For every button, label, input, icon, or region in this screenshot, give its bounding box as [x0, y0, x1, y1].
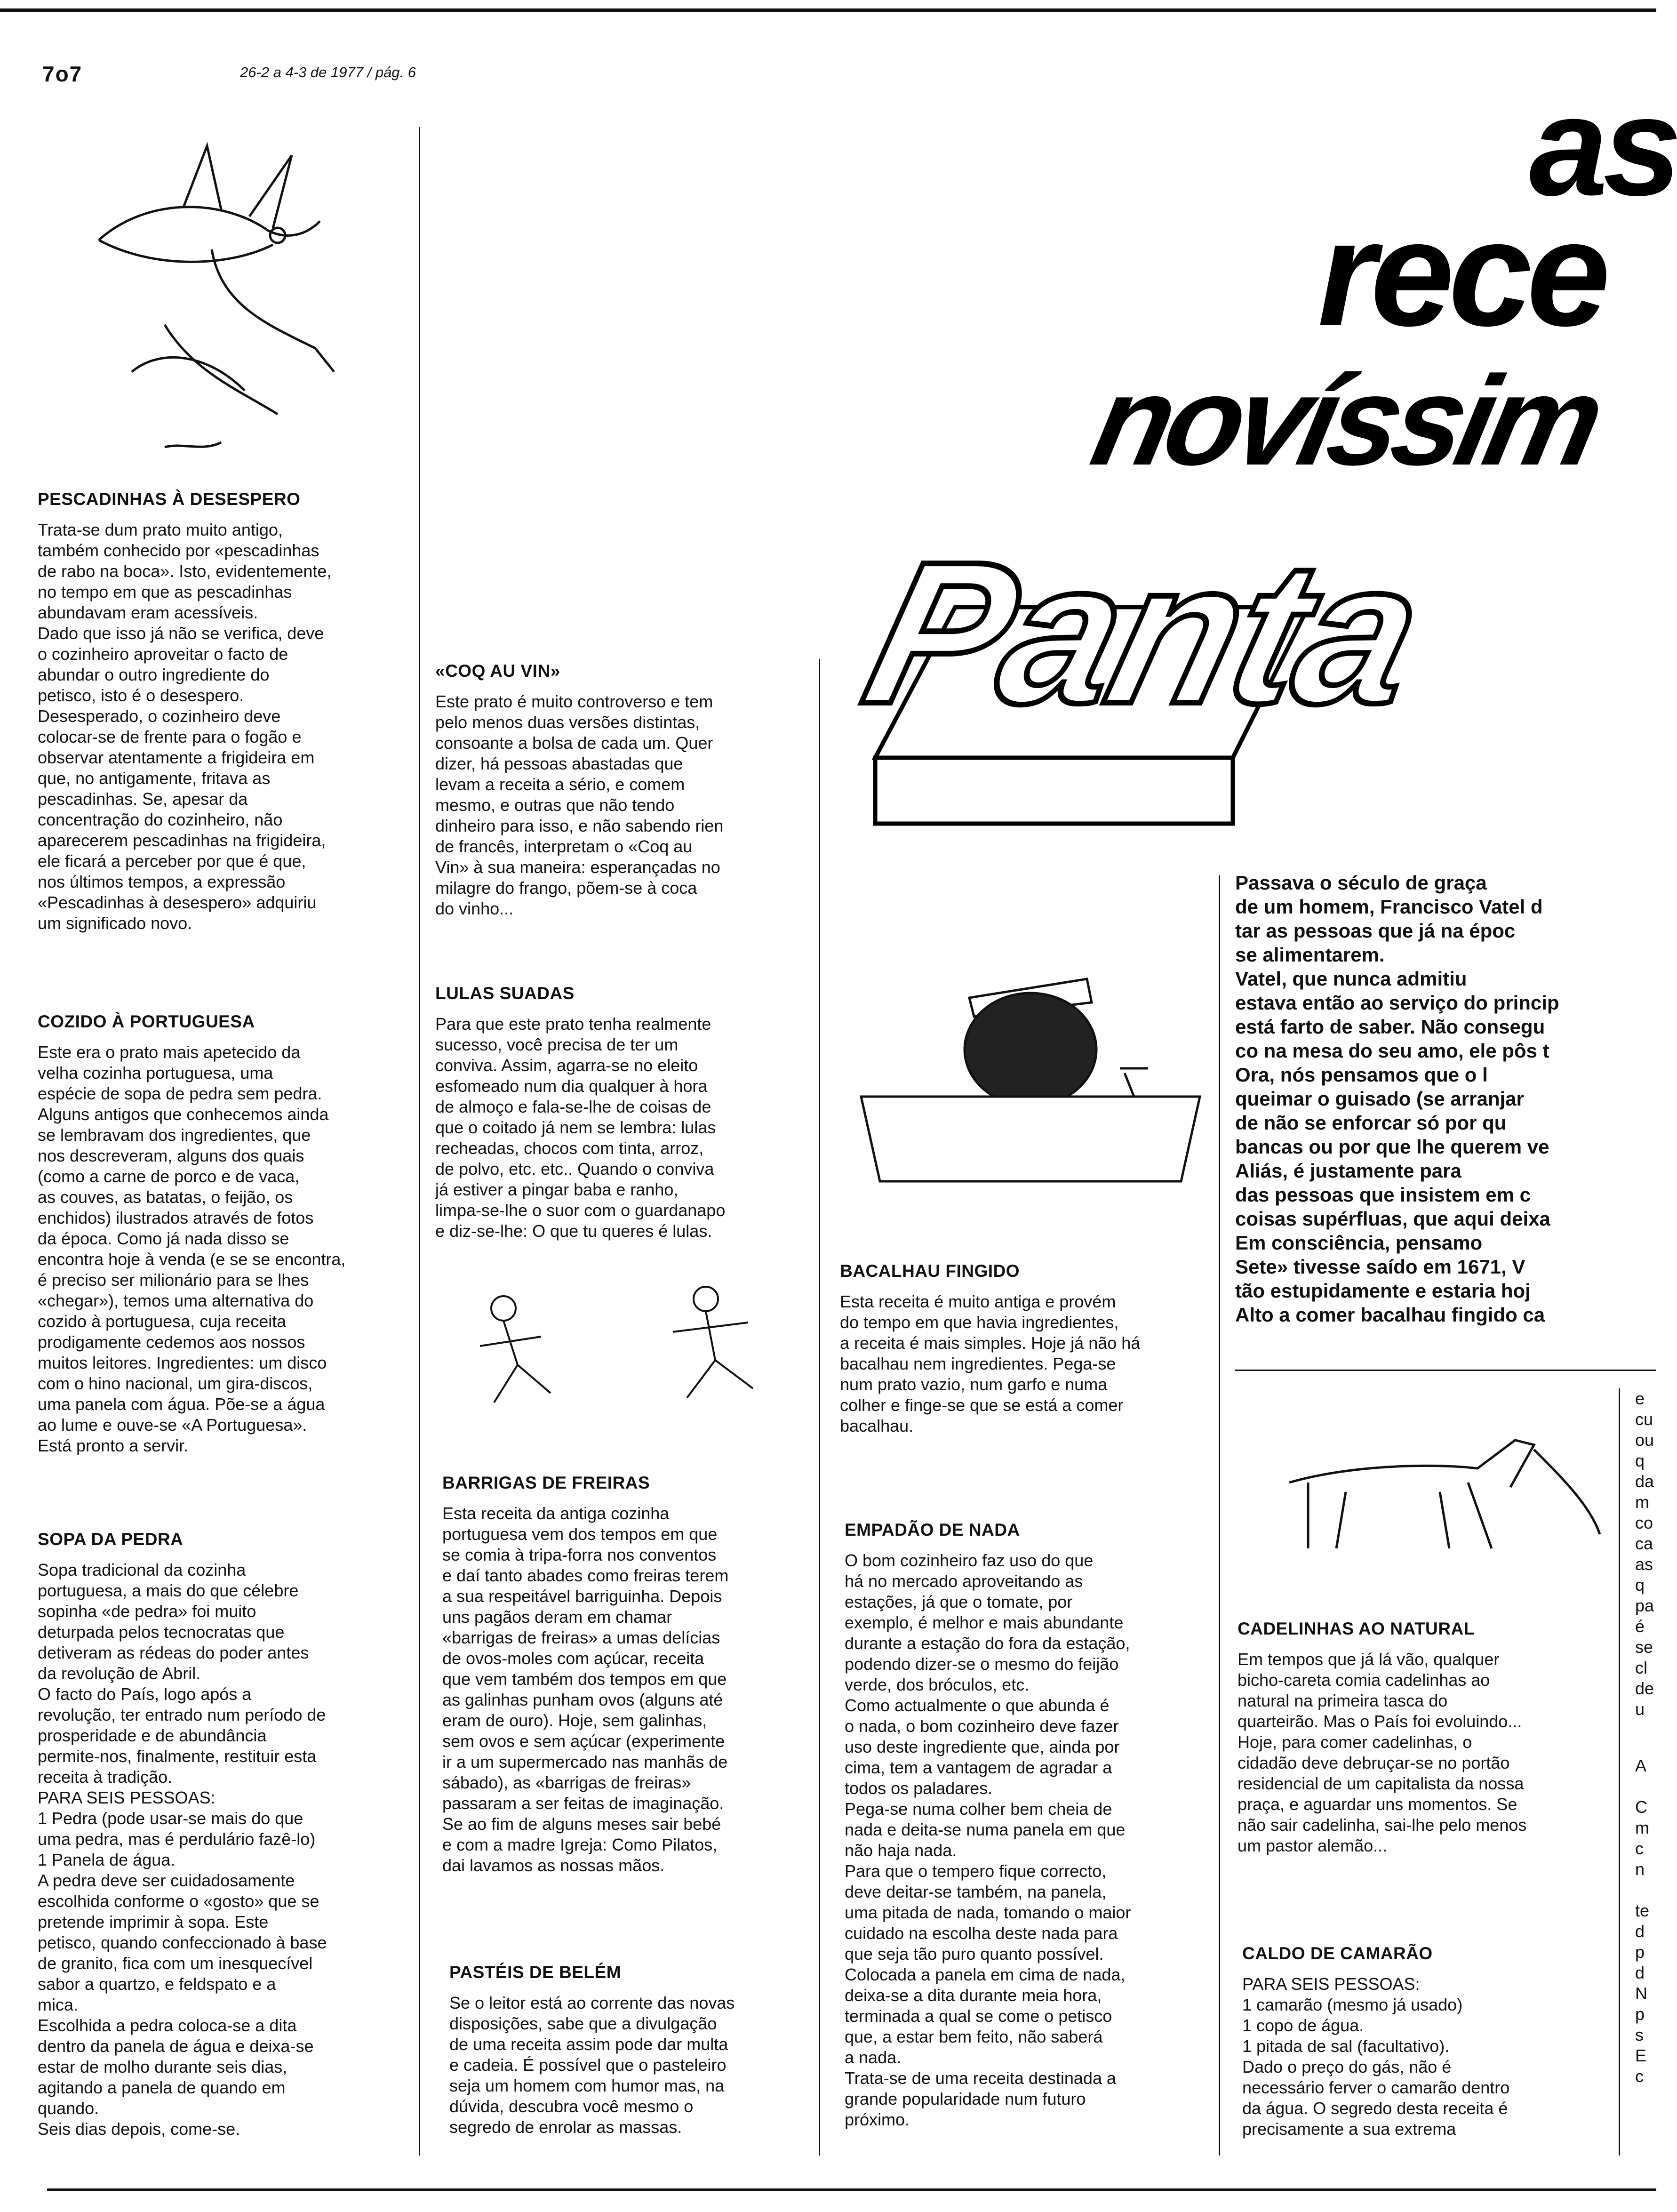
headline-line-4: Panta [847, 520, 1440, 746]
headline-line-3: novíssim [1081, 350, 1610, 492]
article-sopa [38, 1530, 414, 2140]
column-rule-3 [1219, 875, 1220, 2156]
body-empadao: O bom cozinheiro faz uso do que há no mercado aproveitando as estações, já que o tomate, por exemplo, é melhor e mais abundante durante a estação do fora da estação, podendo dizer-se o mesmo do feijão verde, dos bróculos, etc. Como actualmente o que abunda é o nada, o bom cozinheiro deve fazer uso deste ingrediente que, ainda por cima, tem a vantagem de agradar a todos os paladares. Pega-se numa colher bem cheia de nada e deita-se numa panela em que não haja nada. Para que o tempero fique correcto, deve deitar-se também, na panela, uma pitada de nada, tomando o maior cuidado na escolha deste nada para que seja tão puro quanto possível. Colocada a panela em cima de nada, deixa-se a dita durante meia hora, terminada a qual se come o petisco que, a estar bem feito, não saberá a nada. Trata-se de uma receita destinada a grande popularidade num futuro próximo. [845, 1551, 1131, 2129]
body-barrigas: Esta receita da antiga cozinha portuguesa vem dos tempos em que se comia à tripa-forra nos conventos e daí tanto abades como freiras terem a sua respeitável barriguinha. Depois uns pagãos deram em chamar «barrigas de freiras» a umas delícias de ovos-moles com açúcar, receita que vem também dos tempos em que as galinhas punham ovos (alguns até eram de ouro). Hoje, sem galinhas, sem ovos e sem açúcar (experimente ir a um supermercado nas manhãs de sábado), as «barrigas de freiras» passaram a ser feitas de imaginação. Se ao fim de alguns meses sair bebé e com a madre Igreja: Como Pilatos, dai lavamos as nossas mãos. [442, 1504, 729, 1875]
article-barrigas [442, 1473, 814, 1876]
heading-barrigas: BARRIGAS DE FREIRAS [442, 1473, 650, 1492]
dog-illustration [1270, 1412, 1628, 1567]
body-cadelinhas: Em tempos que já lá vão, qualquer bicho-careta comia cadelinhas ao natural na primeira tasca do quarteirão. Mas o País foi evoluindo... Hoje, para comer cadelinhas, o cidadão deve debruçar-se no portão residencial de um capitalista da nossa praça, e aguardar uns momentos. Se não sair cadelinha, sai-lhe pelo menos um pastor alemão... [1238, 1650, 1527, 1855]
article-pescadinhas [38, 489, 414, 934]
heading-pescadinhas: PESCADINHAS À DESESPERO [38, 489, 301, 509]
heading-lulas: LULAS SUADAS [435, 984, 575, 1003]
heading-empadao: EMPADÃO DE NADA [845, 1520, 1020, 1539]
column-rule-1 [419, 127, 420, 2156]
top-border [0, 8, 1656, 12]
article-lulas [435, 984, 812, 1242]
body-lulas: Para que este prato tenha realmente sucesso, você precisa de ter um conviva. Assim, agarra-se no eleito esfomeado num dia qualquer à hora de almoço e fala-se-lhe de coisas de que o coitado já nem se lembra: lulas recheadas, chocos com tinta, arroz, de polvo, etc. etc.. Quando o conviva já estiver a pingar baba e ranho, limpa-se-lhe o suor com o guardanapo e diz-se-lhe: O que tu queres é lulas. [435, 1014, 726, 1241]
article-cozido [38, 1012, 414, 1456]
fish-illustration [71, 127, 372, 457]
heading-cadelinhas: CADELINHAS AO NATURAL [1238, 1619, 1475, 1638]
intro-paragraph: Passava o século de graça de um homem, Francisco Vatel d tar as pessoas que já na époc se alimentarem. Vatel, que nunca admitiu estava então ao serviço do princip está farto de saber. Não consegu co na mesa do seu amo, ele pôs t Ora, nós pensamos que o l queimar o guisado (se arranjar de não se enforcar só por qu bancas ou por que lhe querem ve Aliás, é justamente para das pessoas que insistem em c coisas supérfluas, que aqui deixa Em consciência, pensamo Sete» tivesse saído em 1671, V tão estupidamente e estaria hoj Alto a comer bacalhau fingido ca [1235, 872, 1559, 1326]
body-sopa: Sopa tradicional da cozinha portuguesa, a mais do que célebre sopinha «de pedra» foi muito deturpada pelos tecnocratas que detiveram as rédeas do poder antes da revolução de Abril. O facto do País, logo após a revolução, ter entrado num período de prosperidade e de abundância permite-nos, finalmente, restituir esta receita à tradição. PARA SEIS PESSOAS: 1 Pedra (pode usar-se mais do que uma pedra, mas é perdulário fazê-lo) 1 Panela de água. A pedra deve ser cuidadosamente escolhida conforme o «gosto» que se pretende imprimir à sopa. Este petisco, quando confeccionado à base de granito, fica com um inesquecível sabor a quartzo, e feldspato e a mica. Escolhida a pedra coloca-se a dita dentro da panela de água e deixa-se estar de molho durante seis dias, agitando a panela de quando em quando. Seis dias depois, come-se. [38, 1560, 327, 2139]
heading-caldo: CALDO DE CAMARÃO [1242, 1944, 1433, 1963]
body-cozido: Este era o prato mais apetecido da velha cozinha portuguesa, uma espécie de sopa de pedra sem pedra. Alguns antigos que conhecemos ainda se lembravam dos ingredientes, que nos descreveram, alguns dos quais (como a carne de porco e de vaca, as couves, as batatas, o feijão, os enchidos) ilustrados através de fotos da época. Como já nada disso se encontra hoje à venda (e se se encontra, é preciso ser milionário para se lhes «chegar»), temos uma alternativa do cozido à portuguesa, cuja receita prodigamente cedemos aos nossos muitos leitores. Ingredientes: um disco com o hino nacional, um gira-discos, uma panela com água. Põe-se a água ao lume e ouve-se «A Portuguesa». Está pronto a servir. [38, 1042, 346, 1455]
runners-illustration [452, 1271, 819, 1426]
body-pasteis: Se o leitor está ao corrente das novas disposições, sabe que a divulgação de uma receita assim pode dar multa e cadeia. É possível que o pasteleiro seja um homem com humor mas, na dúvida, descubra você mesmo o segredo de enrolar as massas. [449, 1993, 735, 2137]
heading-cozido: COZIDO À PORTUGUESA [38, 1012, 255, 1031]
heading-pasteis: PASTÉIS DE BELÉM [449, 1963, 622, 1982]
article-cadelinhas [1238, 1619, 1614, 1856]
right-edge-fragment-1: e cu ou q da m co ca as q pa é se cl de u [1635, 1389, 1654, 1719]
headline-line-2: rece [1318, 189, 1605, 357]
man-at-table-illustration [842, 960, 1219, 1224]
body-coq: Este prato é muito controverso e tem pelo menos duas versões distintas, consoante a bolsa de cada um. Quer dizer, há pessoas abastadas que levam a receita a sério, e comem mesmo, e outras que não tendo dinheiro para isso, e não sabendo rien de francês, interpretam o «Coq au Vin» à sua maneira: esperançadas no milagre do frango, põem-se à coca do vinho... [435, 692, 724, 918]
article-bacalhau [840, 1261, 1216, 1436]
body-caldo: PARA SEIS PESSOAS: 1 camarão (mesmo já usado) 1 copo de água. 1 pitada de sal (facultativo). Dado o preço do gás, não é necessário ferver o camarão dentro da água. O segredo desta receita é precisamente a sua extrema [1242, 1974, 1510, 2139]
column-rule-2 [819, 659, 820, 2156]
bottom-border [47, 2188, 1656, 2191]
body-bacalhau: Esta receita é muito antiga e provém do tempo em que havia ingredientes, a receita é mais simples. Hoje já não há bacalhau nem ingredientes. Pega-se num prato vazio, num garfo e numa colher e finge-se que se está a comer bacalhau. [840, 1292, 1141, 1435]
intro-bottom-rule [1235, 1370, 1656, 1371]
right-edge-fragment-2: A C m c n te d p d N p s E c [1635, 1756, 1650, 2086]
body-pescadinhas: Trata-se dum prato muito antigo, também conhecido por «pescadinhas de rabo na boca». Isto, evidentemente, no tempo em que as pescadinhas abundavam eram acessíveis. Dado que isso já não se verifica, deve o cozinheiro aproveitar o facto de abundar o outro ingrediente do petisco, isto é o desespero. Desesperado, o cozinheiro deve colocar-se de frente para o fogão e observar atentamente a frigideira em que, no antigamente, fritava as pescadinhas. Se, apesar da concentração do cozinheiro, não aparecerem pescadinhas na frigideira, ele ficará a perceber por que é que, nos últimos tempos, a expressão «Pescadinhas à desespero» adquiriu um significado novo. [38, 520, 332, 933]
article-caldo [1242, 1944, 1614, 2140]
headline-line-1: as [1529, 67, 1677, 225]
article-coq [435, 661, 812, 919]
article-pasteis [449, 1963, 816, 2138]
heading-coq: «COQ AU VIN» [435, 661, 560, 681]
heading-sopa: SOPA DA PEDRA [38, 1530, 184, 1549]
heading-bacalhau: BACALHAU FINGIDO [840, 1261, 1020, 1281]
article-empadao [845, 1520, 1216, 2130]
masthead-date: 26-2 a 4-3 de 1977 / pág. 6 [240, 64, 416, 80]
masthead-logo: 7o7 [42, 62, 83, 86]
